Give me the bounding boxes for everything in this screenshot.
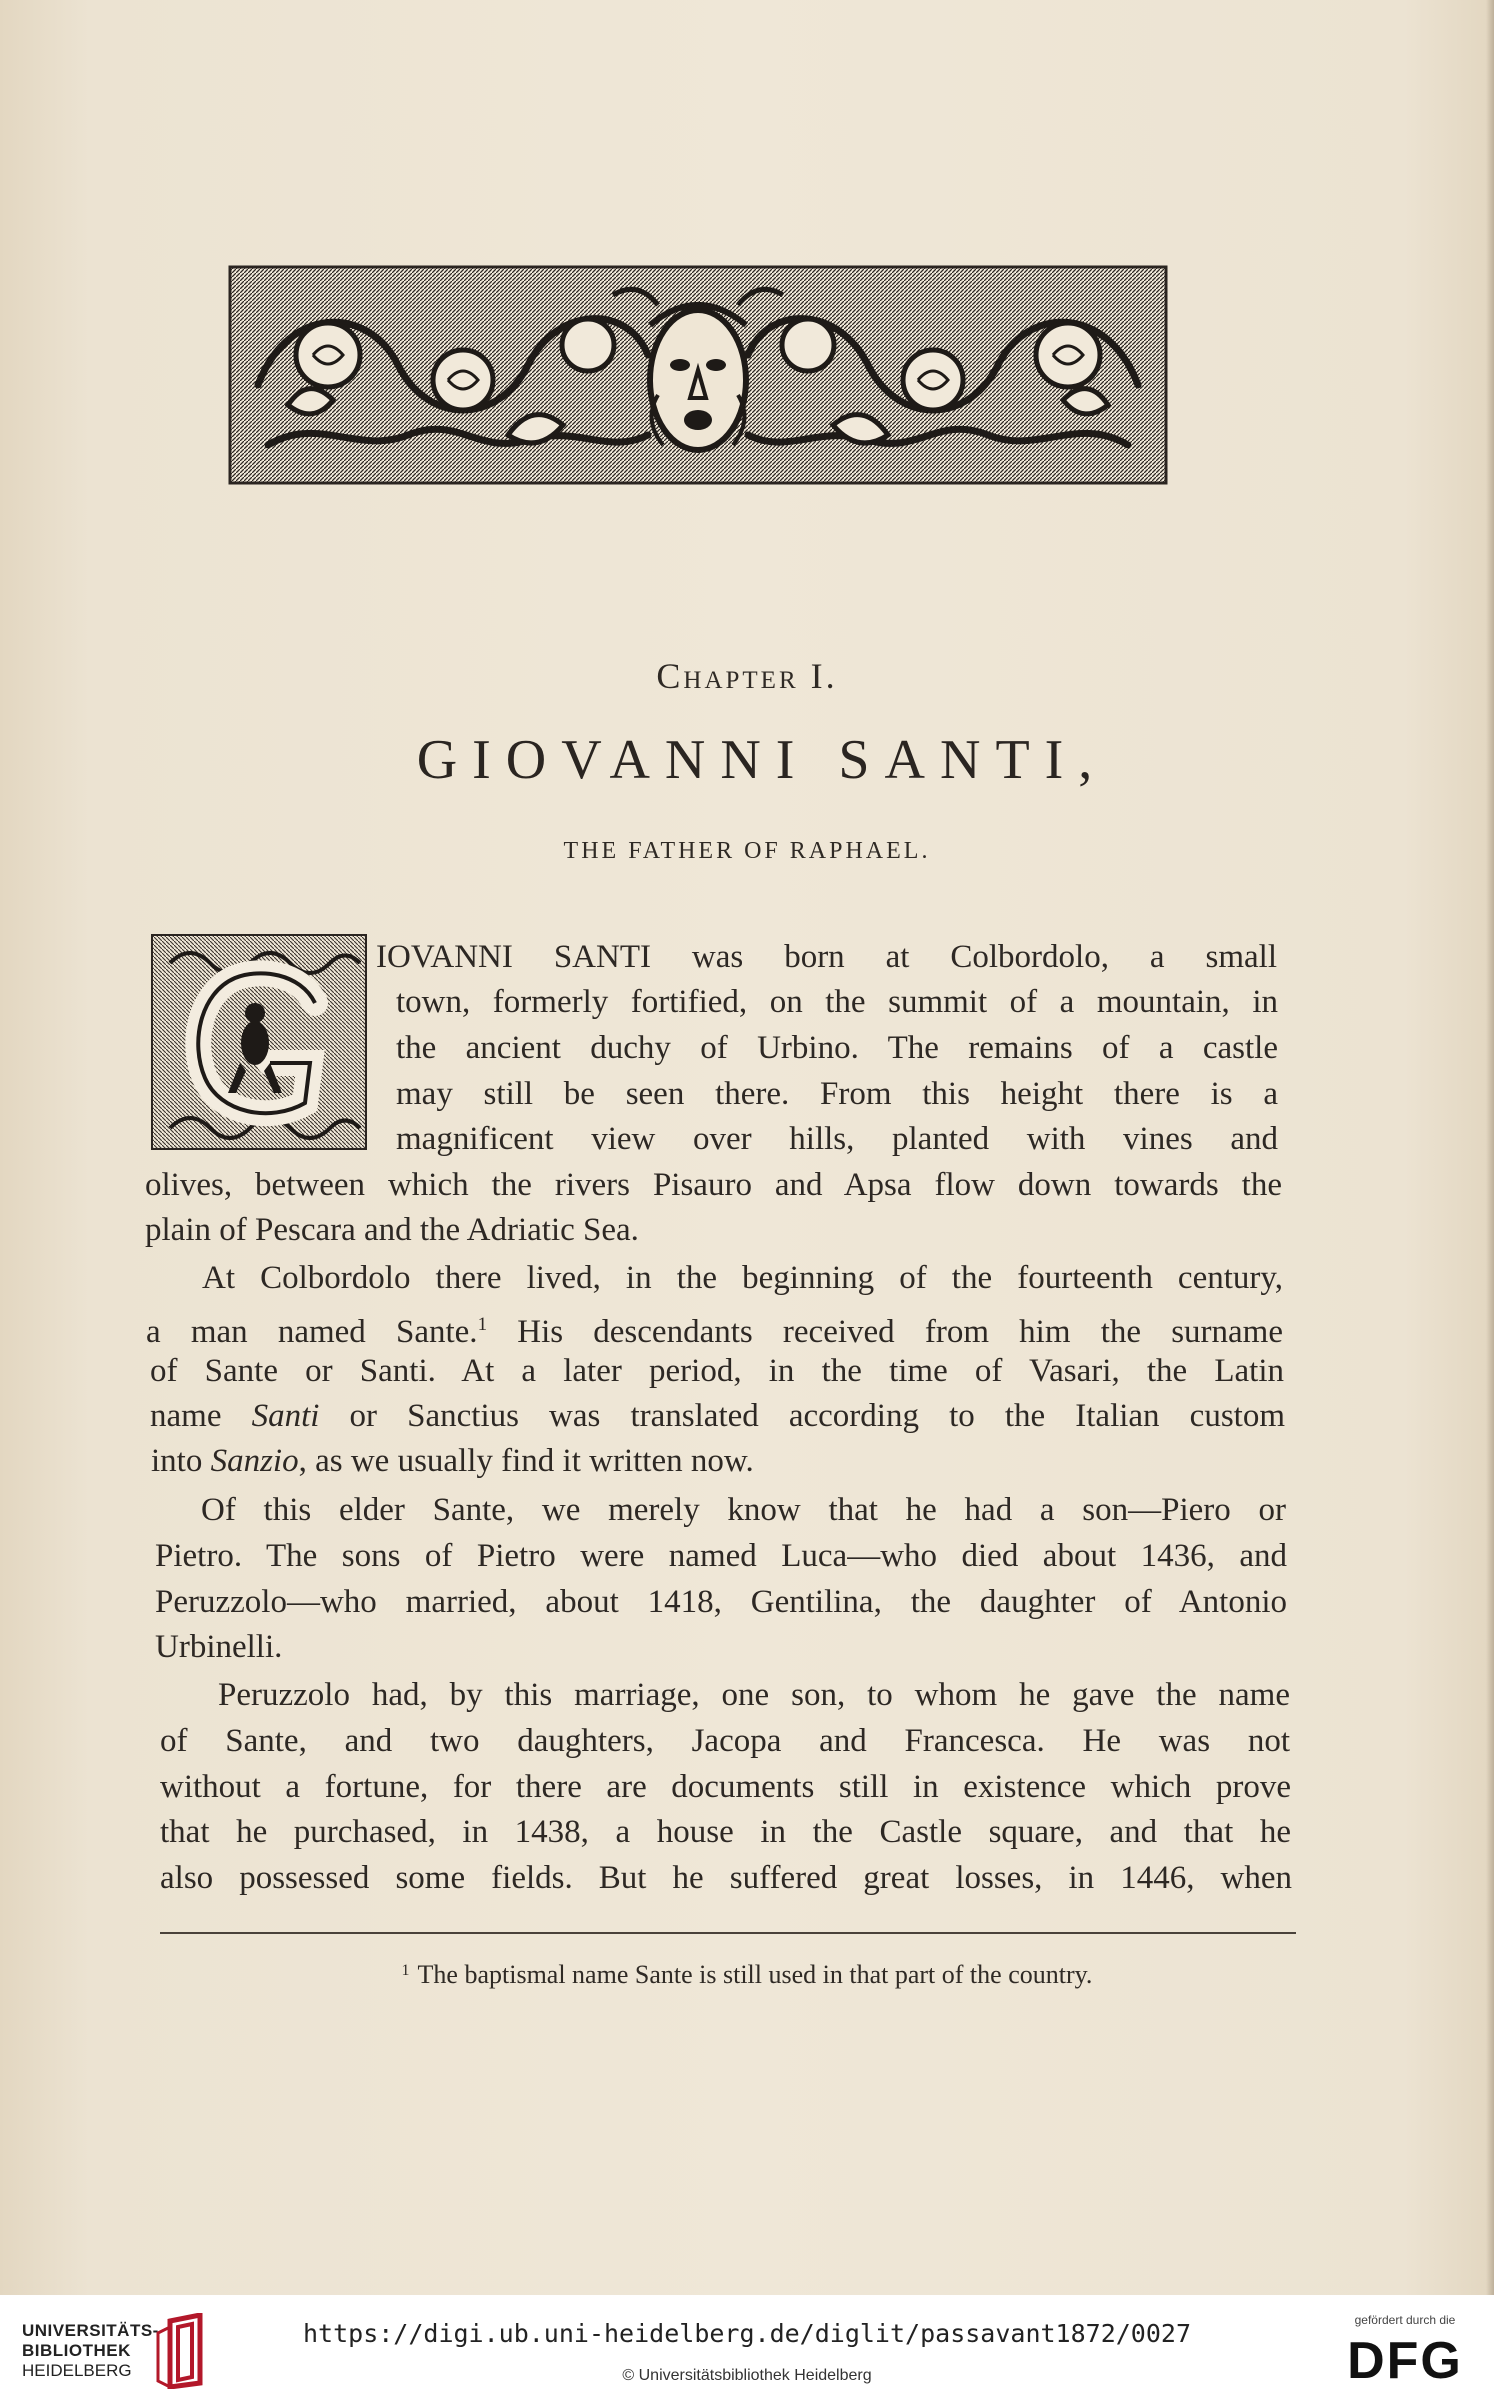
p1-line-2: town, formerly fortified, on the summit of a mountain, in (396, 984, 1278, 1020)
decorated-initial-g (150, 933, 368, 1151)
p2-line-4-italic: Santi (251, 1398, 320, 1434)
copyright-notice: © Universitätsbibliothek Heidelberg (622, 2367, 872, 2384)
viewer-footer (0, 2295, 1494, 2402)
p2-line-5-b: , as we usually find it written now. (298, 1443, 754, 1479)
p1-line-6: olives, between which the rivers Pisauro and Apsa flow down towards the (145, 1167, 1282, 1203)
p4-line-2: of Sante, and two daughters, Jacopa and Francesca. He was not (160, 1723, 1290, 1759)
p1-line-1: IOVANNI SANTI was born at Colbordolo, a small (376, 939, 1277, 975)
p1-line-5: magnificent view over hills, planted with vines and (396, 1121, 1278, 1157)
ornamental-headpiece (228, 265, 1168, 485)
p2-line-5-italic: Sanzio (210, 1443, 299, 1479)
p2-line-4-a: name (150, 1398, 222, 1434)
p2-line-2-a: a man named Sante. (146, 1314, 478, 1350)
p1-line-3: the ancient duchy of Urbino. The remains of a castle (396, 1030, 1278, 1066)
p2-line-5 (151, 1441, 1285, 1481)
p3-line-3: Peruzzolo—who married, about 1418, Gentilina, the daughter of Antonio (155, 1584, 1287, 1620)
p2-line-2-b: His descendants received from him the surname (517, 1314, 1283, 1350)
p1-line-7: plain of Pescara and the Adriatic Sea. (145, 1212, 639, 1248)
p3-line-4: Urbinelli. (155, 1629, 283, 1665)
p2-line-4 (150, 1396, 1285, 1436)
chapter-label: Chapter I. (656, 656, 838, 696)
chapter-subtitle: THE FATHER OF RAPHAEL. (563, 838, 931, 864)
p3-line-1: Of this elder Sante, we merely know that he had a son—Piero or (201, 1492, 1286, 1528)
p1-line-4: may still be seen there. From this height there is a (396, 1076, 1278, 1112)
footnote-number: 1 (401, 1962, 410, 1979)
p4-line-4: that he purchased, in 1438, a house in the Castle square, and that he (160, 1814, 1291, 1850)
footnote-divider (160, 1932, 1296, 1934)
library-line-1: UNIVERSITÄTS- (22, 2321, 159, 2340)
p4-line-5: also possessed some fields. But he suffered great losses, in 1446, when (160, 1860, 1292, 1896)
library-line-2: BIBLIOTHEK (22, 2341, 131, 2360)
library-line-3: HEIDELBERG (22, 2361, 132, 2380)
p4-line-3: without a fortune, for there are documents still in existence which prove (160, 1769, 1291, 1805)
p2-line-1: At Colbordolo there lived, in the beginning of the fourteenth century, (202, 1260, 1283, 1296)
p3-line-2: Pietro. The sons of Pietro were named Luca—who died about 1436, and (155, 1538, 1287, 1574)
chapter-title: GIOVANNI SANTI, (416, 729, 1108, 791)
footnote-text: The baptismal name Sante is still used in that part of the country. (417, 1960, 1093, 1989)
funded-by-label: gefördert durch die (1354, 2313, 1456, 2327)
footnote-reference: 1 (477, 1314, 488, 1335)
p2-line-5-a: into (151, 1443, 203, 1479)
p2-line-2 (146, 1305, 1283, 1352)
p4-line-1: Peruzzolo had, by this marriage, one son, to whom he gave the name (218, 1677, 1290, 1713)
p2-line-3: of Sante or Santi. At a later period, in the time of Vasari, the Latin (150, 1353, 1284, 1389)
p2-line-4-b: or Sanctius was translated according to the Italian custom (349, 1398, 1285, 1434)
footnote (0, 1960, 1494, 1990)
permalink-url[interactable]: https://digi.ub.uni-heidelberg.de/diglit/passavant1872/0027 (302, 2319, 1192, 2348)
dfg-logo[interactable]: DFG (1347, 2332, 1463, 2390)
